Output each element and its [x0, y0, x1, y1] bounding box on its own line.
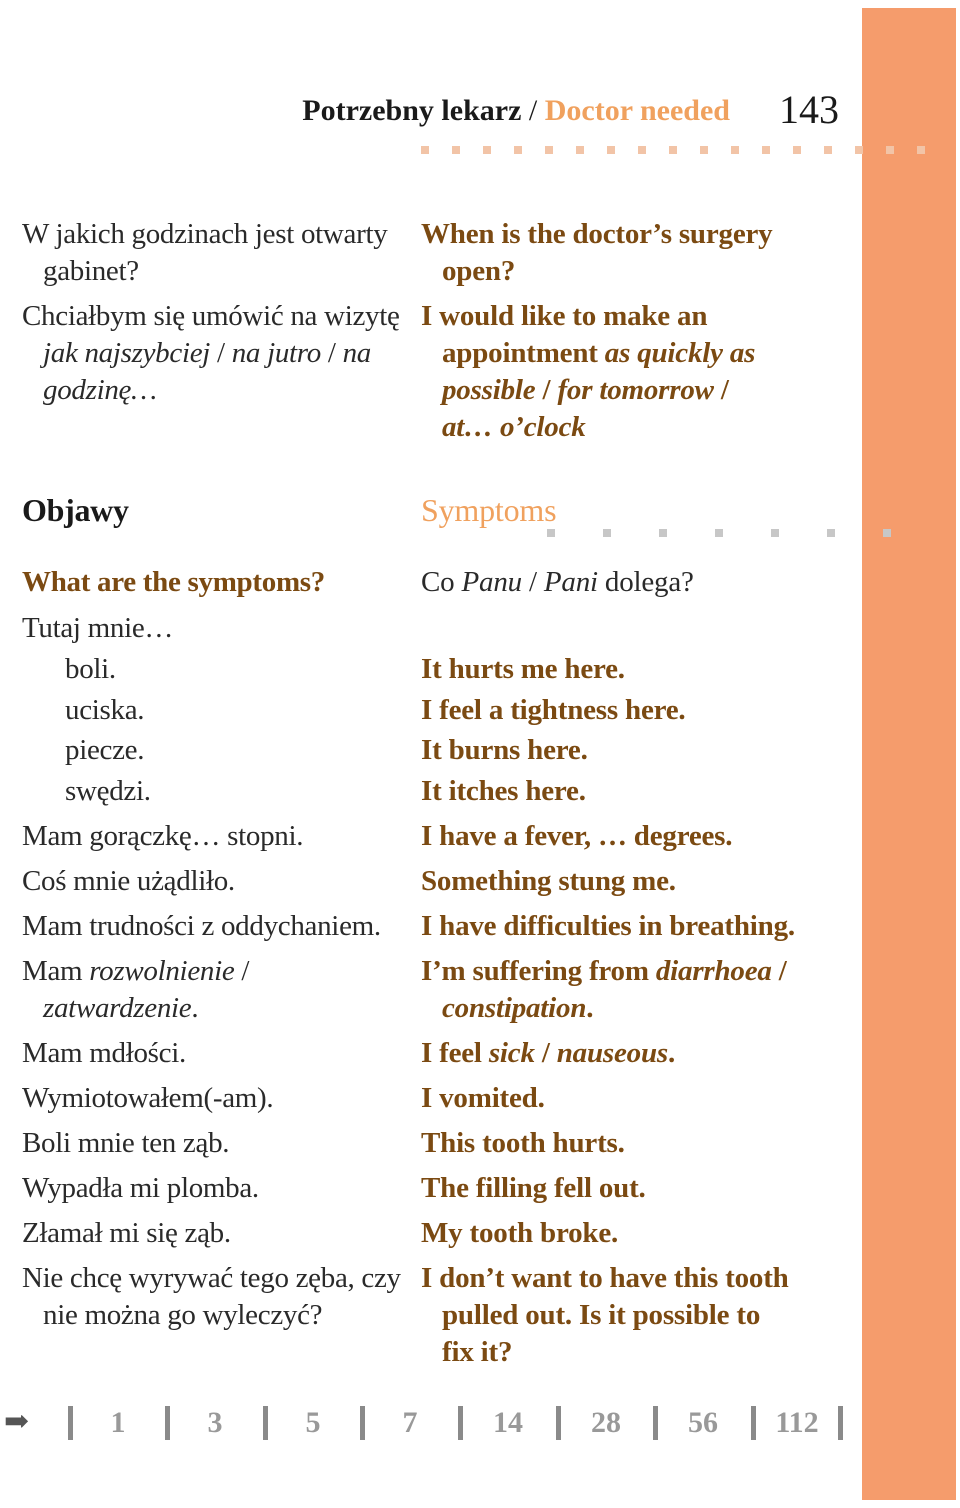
phrase-en: It burns here.	[421, 734, 588, 766]
phrase-pl: Mam mdłości.	[22, 1037, 186, 1069]
nav-page-link[interactable]: 3	[207, 1406, 223, 1439]
phrase-pl: Wypadła mi plomba.	[22, 1172, 259, 1204]
nav-divider	[556, 1406, 561, 1440]
phrase-en: When is the doctor’s surgery open?	[421, 218, 773, 287]
phrase-en: I feel a tightness here.	[421, 694, 686, 726]
phrase-en: I have difficulties in breathing.	[421, 910, 795, 942]
page-header	[0, 86, 960, 146]
nav-divider	[458, 1406, 463, 1440]
nav-page-link[interactable]: 28	[591, 1406, 621, 1439]
phrase-en: I vomited.	[421, 1082, 545, 1114]
phrase-en: My tooth broke.	[421, 1217, 619, 1249]
phrase-en: This tooth hurts.	[421, 1127, 625, 1159]
nav-page-link[interactable]: 1	[110, 1406, 126, 1439]
phrase-pl: Wymiotowałem(-am).	[22, 1082, 274, 1114]
nav-divider	[751, 1406, 756, 1440]
phrase-en: I have a fever, … degrees.	[421, 820, 733, 852]
phrase-en: Something stung me.	[421, 865, 676, 897]
question-pl: Co Panu / Pani dolega?	[421, 566, 694, 598]
phrase-en: I’m suffering from diarrhoea / constipation.	[421, 955, 787, 1024]
nav-divider	[68, 1406, 73, 1440]
header-dotted-rule	[421, 146, 925, 154]
phrase-pl: Tutaj mnie…	[22, 612, 174, 644]
nav-page-link[interactable]: 7	[402, 1406, 418, 1439]
arrow-right-icon: ➡	[4, 1405, 30, 1438]
phrase-en: It itches here.	[421, 775, 586, 807]
phrase-en: I don’t want to have this tooth pulled out. Is it possible to fix it?	[421, 1262, 789, 1368]
phrase-pl: Mam gorączkę… stopni.	[22, 820, 304, 852]
section-heading-pl: Objawy	[22, 492, 129, 528]
phrase-pl: Boli mnie ten ząb.	[22, 1127, 230, 1159]
nav-page-link[interactable]: 56	[688, 1406, 718, 1439]
nav-divider	[263, 1406, 268, 1440]
nav-divider	[838, 1406, 843, 1440]
phrase-pl: Coś mnie użądliło.	[22, 865, 235, 897]
phrase-pl: W jakich godzinach jest otwarty gabinet?	[22, 218, 388, 287]
section-dotted-rule	[547, 529, 891, 537]
phrase-pl: swędzi.	[65, 775, 151, 807]
nav-page-link[interactable]: 5	[305, 1406, 321, 1439]
phrase-en: I feel sick / nauseous.	[421, 1037, 676, 1069]
phrase-pl: boli.	[65, 653, 116, 685]
phrase-pl: Mam trudności z oddychaniem.	[22, 910, 381, 942]
header-title-pl: Potrzebny lekarz	[302, 94, 522, 127]
side-color-bar	[862, 8, 956, 1500]
phrase-pl: Nie chcę wyrywać tego zęba, czy nie można go wyleczyć?	[22, 1262, 401, 1331]
phrase-en: I would like to make an appointment as quickly as possible / for tomorrow / at… o’clock	[421, 300, 756, 443]
phrase-pl: piecze.	[65, 734, 145, 766]
header-title	[302, 94, 730, 128]
phrase-pl: Złamał mi się ząb.	[22, 1217, 231, 1249]
nav-page-link[interactable]: 112	[775, 1406, 819, 1439]
phrase-pl: uciska.	[65, 694, 145, 726]
header-title-en: Doctor needed	[544, 94, 730, 127]
nav-page-link[interactable]: 14	[493, 1406, 523, 1439]
nav-divider	[165, 1406, 170, 1440]
phrase-en: It hurts me here.	[421, 653, 625, 685]
nav-divider	[360, 1406, 365, 1440]
phrase-pl: Mam rozwolnienie / zatwardzenie.	[22, 955, 250, 1024]
nav-divider	[653, 1406, 658, 1440]
page-number: 143	[779, 87, 839, 132]
phrase-pl: Chciałbym się umówić na wizytę jak najszybciej / na jutro / na godzinę…	[22, 300, 400, 406]
page-navigation	[0, 1403, 860, 1443]
section-heading-en: Symptoms	[421, 492, 557, 528]
phrase-en: The filling fell out.	[421, 1172, 646, 1204]
question-en: What are the symptoms?	[22, 566, 325, 598]
header-separator: /	[528, 94, 538, 127]
